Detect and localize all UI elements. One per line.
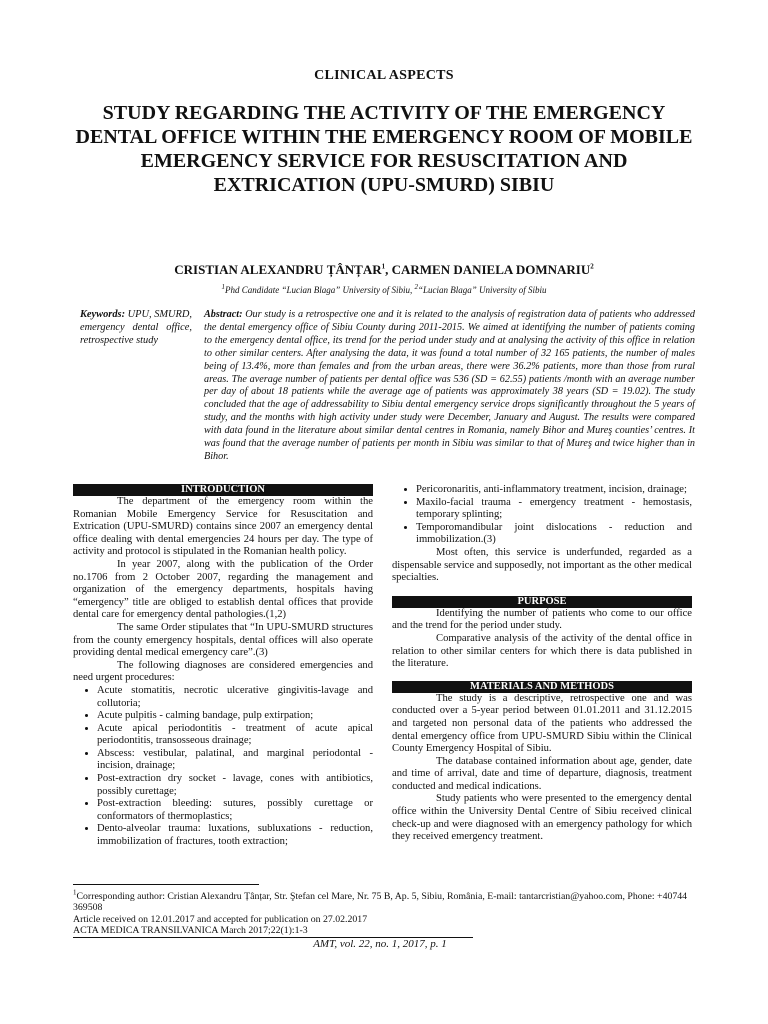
- list-item: • Temporomandibular joint dislocations - reduction and immobilization.(3): [416, 522, 692, 547]
- list-item: • Acute pulpitis - calming bandage, pulp extirpation;: [97, 710, 373, 723]
- right-column: [392, 484, 692, 844]
- affil-1-mark: 1: [221, 283, 225, 291]
- purpose-heading: PURPOSE: [392, 596, 692, 608]
- methods-paragraph-1: The study is a descriptive, retrospective one and was conducted over a 5-year period between 01.01.2011 and 31.12.2015 and targeted non personal data of the patients who addressed the dental emergency office from UPU-SMURD Sibiu within the Clinical County Emergency Hospital of Sibiu.: [392, 692, 692, 755]
- intro-paragraph-4: The following diagnoses are considered emergencies and need urgent procedures:: [73, 659, 373, 684]
- purpose-paragraph-1: Identifying the number of patients who come to our office and the trend for the period under study.: [392, 607, 692, 632]
- intro-paragraph-2: In year 2007, along with the publication of the Order no.1706 from 2 October 2007, regarding the management and organization of the emergency departments, hospitals having “emergency” title are obliged to establish dental offices that provide dental care for emergency dental pathologies.(1,2): [73, 558, 373, 621]
- emergency-list: [73, 685, 373, 849]
- author-2: CARMEN DANIELA DOMNARIU: [391, 262, 591, 277]
- footnote-mark: 1: [73, 888, 77, 897]
- list-item: • Post-extraction bleeding: sutures, possibly curettage or conformators of thermoplastics;: [97, 798, 373, 823]
- affil-2-mark: 2: [414, 283, 418, 291]
- footnote-line-2: Article received on 12.01.2017 and accepted for publication on 27.02.2017: [73, 913, 368, 925]
- list-item: • Dento-alveolar trauma: luxations, subluxations - reduction, immobilization of fractures, tooth extraction;: [97, 823, 373, 848]
- intro-paragraph-3: The same Order stipulates that “In UPU-SMURD structures from the county emergency hospitals, dental offices will also operate providing dental medical emergency care”.(3): [73, 621, 373, 659]
- methods-heading: MATERIALS AND METHODS: [392, 681, 692, 693]
- footnote-line-3: ACTA MEDICA TRANSILVANICA March 2017;22(1):1-3: [73, 924, 308, 936]
- authors: [0, 262, 768, 278]
- footnote-rule: [73, 884, 259, 885]
- methods-paragraph-2: The database contained information about age, gender, date and time of arrival, date and time of departure, diagnosis, treatment conducted and medical indications.: [392, 755, 692, 792]
- keywords-text: UPU, SMURD, emergency dental office, retrospective study: [80, 309, 192, 346]
- page-number: AMT, vol. 22, no. 1, 2017, p. 1: [313, 938, 447, 950]
- list-item: • Post-extraction dry socket - lavage, cones with antibiotics, possibly curettage;: [97, 773, 373, 798]
- abstract-text: Our study is a retrospective one and it is related to the analysis of registration data of patients who addressed the dental emergency office of Sibiu County during 2011-2015. We aimed at identifying the number of patients coming to the emergency dental office, its trend for the period under study and at analysing the activity of this office in relation to other similar centers. After analysing the data, it was found a total number of 32 165 patients, the number of males being of 13.4%, more than females and from the urban areas, there were 36.2% patients, more than those from rural areas. The average number of patients per dental office was 536 (SD = 62.55) patients /month with an average number per day of about 18 patients while the average age of patients was approximately 38 years (SD = 19.02). The study concluded that the age of addressability to Sibiu dental emergency service drops significantly throughout the 5 years of study, and the months with high activity under study were December, January and August. The results were compared with data found in the literature about similar dental centres in Romania, namely Bihor and Mureş counties’ centres. It was found that the average number of patients per month in Sibiu was similar to that of Mureş and twice higher than in Bihor.: [204, 309, 695, 462]
- affil-1: Phd Candidate “Lucian Blaga” University of Sibiu,: [224, 285, 415, 295]
- list-item: • Pericoronaritis, anti-inflammatory treatment, incision, drainage;: [416, 484, 692, 497]
- methods-paragraph-3: Study patients who were presented to the emergency dental office within the University Dental Centre of Sibiu received clinical check-up and were diagnosed with an emergency pathology for which they received emergency treatment.: [392, 793, 692, 843]
- service-paragraph: Most often, this service is underfunded, regarded as a dispensable service and supposedly, not important as the other medical specialties.: [392, 546, 692, 584]
- emergency-list-continued: [392, 484, 692, 547]
- abstract-label: Abstract:: [204, 309, 243, 320]
- author-1: CRISTIAN ALEXANDRU ȚÂNȚAR: [174, 262, 382, 277]
- list-item: • Maxilo-facial trauma - emergency treatment - hemostasis, temporary splinting;: [416, 497, 692, 522]
- author-separator: ,: [385, 262, 392, 277]
- section-label: CLINICAL ASPECTS: [314, 68, 454, 83]
- paper-title: STUDY REGARDING THE ACTIVITY OF THE EMERGENCY DENTAL OFFICE WITHIN THE EMERGENCY ROOM OF MOBILE EMERGENCY SERVICE FOR RESUSCITATION AND EXTRICATION (UPU-SMURD) SIBIU: [75, 102, 693, 196]
- corresponding-author: Corresponding author: Cristian Alexandru Țânțar, Str. Ştefan cel Mare, Nr. 75 B, Ap. 5, Sibiu, România, E-mail: tantarcristian@yahoo.com, Phone: +40744 369508: [73, 891, 688, 914]
- affil-2: “Lucian Blaga” University of Sibiu: [417, 285, 547, 295]
- footnote: [73, 888, 703, 936]
- list-item: • Acute apical periodontitis - treatment of acute apical periodontitis, transosseous drainage;: [97, 723, 373, 748]
- author-1-affil-mark: 1: [381, 262, 386, 271]
- abstract: [204, 309, 695, 464]
- affiliations: [0, 285, 768, 295]
- list-item: • Acute stomatitis, necrotic ulcerative gingivitis-lavage and collutoria;: [97, 685, 373, 710]
- list-item: • Abscess: vestibular, palatinal, and marginal periodontal - incision, drainage;: [97, 748, 373, 773]
- author-2-affil-mark: 2: [590, 262, 594, 271]
- footnote-line-1: [73, 888, 703, 914]
- left-column: [73, 484, 373, 849]
- keywords: [80, 309, 192, 348]
- keywords-label: Keywords:: [80, 309, 126, 320]
- intro-paragraph-1: The department of the emergency room within the Romanian Mobile Emergency Service for Resuscitation and Extrication (UPU-SMURD) contains since 2007 an emergency dental office dealing with dental emergencies 24 hours per day. The type of activity and protocol is stipulated in the Romanian health policy.: [73, 496, 373, 558]
- purpose-paragraph-2: Comparative analysis of the activity of the dental office in relation to other similar centers for which there is data published in the literature.: [392, 632, 692, 670]
- introduction-heading: INTRODUCTION: [73, 484, 373, 496]
